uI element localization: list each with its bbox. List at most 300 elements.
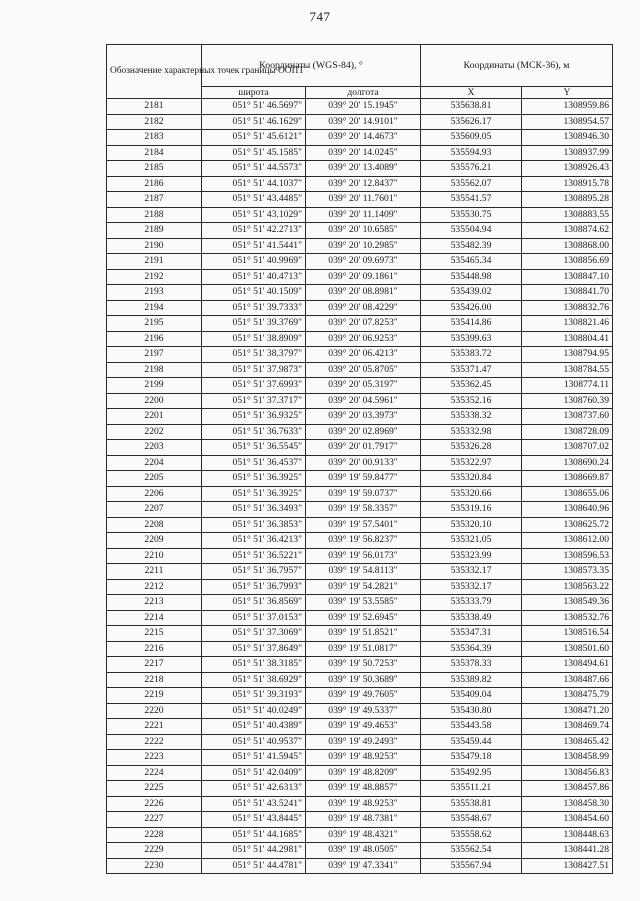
point-id: 2189 <box>107 223 202 239</box>
x-cell: 535389.82 <box>421 672 522 688</box>
latitude-cell: 051° 51' 40.0249" <box>202 703 306 719</box>
latitude-cell: 051° 51' 37.6993" <box>202 378 306 394</box>
y-cell: 1308946.30 <box>522 130 613 146</box>
longitude-cell: 039° 19' 50.3689" <box>306 672 421 688</box>
y-cell: 1308458.99 <box>522 750 613 766</box>
latitude-cell: 051° 51' 44.5573" <box>202 161 306 177</box>
latitude-cell: 051° 51' 40.9969" <box>202 254 306 270</box>
table-row <box>107 362 613 378</box>
table-row <box>107 688 613 704</box>
table-row <box>107 564 613 580</box>
x-cell: 535338.32 <box>421 409 522 425</box>
x-cell: 535332.17 <box>421 579 522 595</box>
table-row <box>107 765 613 781</box>
x-cell: 535511.21 <box>421 781 522 797</box>
x-cell: 535378.33 <box>421 657 522 673</box>
table-row <box>107 858 613 874</box>
table-row <box>107 331 613 347</box>
latitude-cell: 051° 51' 37.3069" <box>202 626 306 642</box>
point-id: 2195 <box>107 316 202 332</box>
latitude-cell: 051° 51' 43.8445" <box>202 812 306 828</box>
longitude-cell: 039° 19' 56.0173" <box>306 548 421 564</box>
table-row <box>107 719 613 735</box>
table-row <box>107 595 613 611</box>
longitude-cell: 039° 20' 06.9253" <box>306 331 421 347</box>
y-cell: 1308690.24 <box>522 455 613 471</box>
longitude-cell: 039° 19' 48.7381" <box>306 812 421 828</box>
table-body <box>107 99 613 874</box>
longitude-cell: 039° 19' 53.5585" <box>306 595 421 611</box>
latitude-cell: 051° 51' 41.5441" <box>202 238 306 254</box>
table-row <box>107 316 613 332</box>
header-msk36: Координаты (МСК-36), м <box>421 45 613 87</box>
x-cell: 535319.16 <box>421 502 522 518</box>
x-cell: 535504.94 <box>421 223 522 239</box>
y-cell: 1308832.76 <box>522 300 613 316</box>
point-id: 2214 <box>107 610 202 626</box>
y-cell: 1308804.41 <box>522 331 613 347</box>
table-row <box>107 347 613 363</box>
point-id: 2230 <box>107 858 202 874</box>
longitude-cell: 039° 19' 48.8209" <box>306 765 421 781</box>
longitude-cell: 039° 19' 52.6945" <box>306 610 421 626</box>
latitude-cell: 051° 51' 40.4713" <box>202 269 306 285</box>
table-row <box>107 409 613 425</box>
latitude-cell: 051° 51' 42.2713" <box>202 223 306 239</box>
x-cell: 535459.44 <box>421 734 522 750</box>
latitude-cell: 051° 51' 39.7333" <box>202 300 306 316</box>
x-cell: 535320.10 <box>421 517 522 533</box>
y-cell: 1308612.00 <box>522 533 613 549</box>
y-cell: 1308794.95 <box>522 347 613 363</box>
latitude-cell: 051° 51' 36.9325" <box>202 409 306 425</box>
table-row <box>107 471 613 487</box>
point-id: 2186 <box>107 176 202 192</box>
x-cell: 535362.45 <box>421 378 522 394</box>
y-cell: 1308737.60 <box>522 409 613 425</box>
y-cell: 1308448.63 <box>522 827 613 843</box>
y-cell: 1308874.62 <box>522 223 613 239</box>
latitude-cell: 051° 51' 38.6929" <box>202 672 306 688</box>
table-row <box>107 145 613 161</box>
x-cell: 535439.02 <box>421 285 522 301</box>
latitude-cell: 051° 51' 43.4485" <box>202 192 306 208</box>
longitude-cell: 039° 19' 54.8113" <box>306 564 421 580</box>
point-id: 2187 <box>107 192 202 208</box>
y-cell: 1308774.11 <box>522 378 613 394</box>
x-cell: 535638.81 <box>421 99 522 115</box>
header-latitude: широта <box>202 87 306 99</box>
y-cell: 1308784.55 <box>522 362 613 378</box>
longitude-cell: 039° 19' 51.8521" <box>306 626 421 642</box>
point-id: 2201 <box>107 409 202 425</box>
x-cell: 535320.84 <box>421 471 522 487</box>
x-cell: 535333.79 <box>421 595 522 611</box>
latitude-cell: 051° 51' 37.3717" <box>202 393 306 409</box>
longitude-cell: 039° 19' 57.5401" <box>306 517 421 533</box>
x-cell: 535558.62 <box>421 827 522 843</box>
point-id: 2208 <box>107 517 202 533</box>
latitude-cell: 051° 51' 39.3769" <box>202 316 306 332</box>
point-id: 2222 <box>107 734 202 750</box>
header-x: X <box>421 87 522 99</box>
longitude-cell: 039° 19' 49.4653" <box>306 719 421 735</box>
longitude-cell: 039° 19' 54.2821" <box>306 579 421 595</box>
x-cell: 535562.54 <box>421 843 522 859</box>
table-row <box>107 734 613 750</box>
x-cell: 535626.17 <box>421 114 522 130</box>
latitude-cell: 051° 51' 45.1585" <box>202 145 306 161</box>
longitude-cell: 039° 19' 51.0817" <box>306 641 421 657</box>
x-cell: 535399.63 <box>421 331 522 347</box>
x-cell: 535409.04 <box>421 688 522 704</box>
point-id: 2185 <box>107 161 202 177</box>
table-row <box>107 657 613 673</box>
x-cell: 535383.72 <box>421 347 522 363</box>
longitude-cell: 039° 20' 10.6585" <box>306 223 421 239</box>
y-cell: 1308821.46 <box>522 316 613 332</box>
table-row <box>107 285 613 301</box>
latitude-cell: 051° 51' 36.3493" <box>202 502 306 518</box>
table-row <box>107 548 613 564</box>
table-row <box>107 393 613 409</box>
point-id: 2218 <box>107 672 202 688</box>
latitude-cell: 051° 51' 44.2981" <box>202 843 306 859</box>
longitude-cell: 039° 19' 48.9253" <box>306 750 421 766</box>
latitude-cell: 051° 51' 42.0409" <box>202 765 306 781</box>
table-row <box>107 378 613 394</box>
point-id: 2206 <box>107 486 202 502</box>
longitude-cell: 039° 19' 48.9253" <box>306 796 421 812</box>
y-cell: 1308760.39 <box>522 393 613 409</box>
table-row <box>107 533 613 549</box>
longitude-cell: 039° 20' 09.6973" <box>306 254 421 270</box>
latitude-cell: 051° 51' 43.1029" <box>202 207 306 223</box>
latitude-cell: 051° 51' 37.9873" <box>202 362 306 378</box>
y-cell: 1308487.66 <box>522 672 613 688</box>
longitude-cell: 039° 20' 10.2985" <box>306 238 421 254</box>
y-cell: 1308457.86 <box>522 781 613 797</box>
table-row <box>107 641 613 657</box>
longitude-cell: 039° 20' 11.1409" <box>306 207 421 223</box>
table-row <box>107 238 613 254</box>
latitude-cell: 051° 51' 46.1629" <box>202 114 306 130</box>
point-id: 2228 <box>107 827 202 843</box>
point-id: 2184 <box>107 145 202 161</box>
latitude-cell: 051° 51' 38.8909" <box>202 331 306 347</box>
longitude-cell: 039° 19' 59.8477" <box>306 471 421 487</box>
longitude-cell: 039° 19' 47.3341" <box>306 858 421 874</box>
latitude-cell: 051° 51' 38.3797" <box>202 347 306 363</box>
longitude-cell: 039° 20' 07.8253" <box>306 316 421 332</box>
x-cell: 535338.49 <box>421 610 522 626</box>
point-id: 2204 <box>107 455 202 471</box>
table-row <box>107 486 613 502</box>
x-cell: 535609.05 <box>421 130 522 146</box>
y-cell: 1308640.96 <box>522 502 613 518</box>
longitude-cell: 039° 20' 14.0245" <box>306 145 421 161</box>
point-id: 2207 <box>107 502 202 518</box>
latitude-cell: 051° 51' 40.4389" <box>202 719 306 735</box>
longitude-cell: 039° 19' 50.7253" <box>306 657 421 673</box>
x-cell: 535562.07 <box>421 176 522 192</box>
longitude-cell: 039° 19' 59.0737" <box>306 486 421 502</box>
point-id: 2200 <box>107 393 202 409</box>
longitude-cell: 039° 19' 58.3357" <box>306 502 421 518</box>
point-id: 2194 <box>107 300 202 316</box>
y-cell: 1308516.54 <box>522 626 613 642</box>
point-id: 2227 <box>107 812 202 828</box>
longitude-cell: 039° 20' 15.1945" <box>306 99 421 115</box>
x-cell: 535352.16 <box>421 393 522 409</box>
point-id: 2191 <box>107 254 202 270</box>
header-y: Y <box>522 87 613 99</box>
table-row <box>107 843 613 859</box>
table-row <box>107 781 613 797</box>
table-row <box>107 114 613 130</box>
latitude-cell: 051° 51' 40.9537" <box>202 734 306 750</box>
longitude-cell: 039° 20' 08.8981" <box>306 285 421 301</box>
table-row <box>107 502 613 518</box>
x-cell: 535594.93 <box>421 145 522 161</box>
longitude-cell: 039° 20' 13.4089" <box>306 161 421 177</box>
longitude-cell: 039° 20' 02.8969" <box>306 424 421 440</box>
y-cell: 1308868.00 <box>522 238 613 254</box>
latitude-cell: 051° 51' 36.3853" <box>202 517 306 533</box>
longitude-cell: 039° 19' 49.5337" <box>306 703 421 719</box>
table-row <box>107 424 613 440</box>
x-cell: 535326.28 <box>421 440 522 456</box>
point-id: 2217 <box>107 657 202 673</box>
point-id: 2198 <box>107 362 202 378</box>
y-cell: 1308959.86 <box>522 99 613 115</box>
longitude-cell: 039° 20' 05.8705" <box>306 362 421 378</box>
longitude-cell: 039° 20' 00.9133" <box>306 455 421 471</box>
latitude-cell: 051° 51' 44.1037" <box>202 176 306 192</box>
longitude-cell: 039° 20' 03.3973" <box>306 409 421 425</box>
longitude-cell: 039° 19' 49.7605" <box>306 688 421 704</box>
point-id: 2183 <box>107 130 202 146</box>
longitude-cell: 039° 20' 04.5961" <box>306 393 421 409</box>
x-cell: 535448.98 <box>421 269 522 285</box>
point-id: 2219 <box>107 688 202 704</box>
table-row <box>107 703 613 719</box>
y-cell: 1308563.22 <box>522 579 613 595</box>
latitude-cell: 051° 51' 36.5221" <box>202 548 306 564</box>
x-cell: 535567.94 <box>421 858 522 874</box>
point-id: 2209 <box>107 533 202 549</box>
table-row <box>107 440 613 456</box>
longitude-cell: 039° 20' 06.4213" <box>306 347 421 363</box>
table-row <box>107 223 613 239</box>
x-cell: 535320.66 <box>421 486 522 502</box>
x-cell: 535492.95 <box>421 765 522 781</box>
y-cell: 1308915.78 <box>522 176 613 192</box>
x-cell: 535321.05 <box>421 533 522 549</box>
latitude-cell: 051° 51' 45.6121" <box>202 130 306 146</box>
latitude-cell: 051° 51' 36.3925" <box>202 471 306 487</box>
latitude-cell: 051° 51' 36.4213" <box>202 533 306 549</box>
longitude-cell: 039° 20' 14.4673" <box>306 130 421 146</box>
latitude-cell: 051° 51' 44.1685" <box>202 827 306 843</box>
y-cell: 1308596.53 <box>522 548 613 564</box>
x-cell: 535576.21 <box>421 161 522 177</box>
x-cell: 535426.00 <box>421 300 522 316</box>
x-cell: 535482.39 <box>421 238 522 254</box>
latitude-cell: 051° 51' 42.6313" <box>202 781 306 797</box>
latitude-cell: 051° 51' 36.7993" <box>202 579 306 595</box>
y-cell: 1308501.60 <box>522 641 613 657</box>
y-cell: 1308441.28 <box>522 843 613 859</box>
table-row <box>107 812 613 828</box>
header-longitude: долгота <box>306 87 421 99</box>
longitude-cell: 039° 20' 14.9101" <box>306 114 421 130</box>
y-cell: 1308427.51 <box>522 858 613 874</box>
y-cell: 1308669.87 <box>522 471 613 487</box>
table-row <box>107 750 613 766</box>
x-cell: 535371.47 <box>421 362 522 378</box>
x-cell: 535443.58 <box>421 719 522 735</box>
point-id: 2225 <box>107 781 202 797</box>
point-id: 2224 <box>107 765 202 781</box>
table-row <box>107 269 613 285</box>
longitude-cell: 039° 20' 05.3197" <box>306 378 421 394</box>
latitude-cell: 051° 51' 37.0153" <box>202 610 306 626</box>
latitude-cell: 051° 51' 36.7957" <box>202 564 306 580</box>
latitude-cell: 051° 51' 36.3925" <box>202 486 306 502</box>
table-row <box>107 796 613 812</box>
longitude-cell: 039° 19' 48.8857" <box>306 781 421 797</box>
point-id: 2212 <box>107 579 202 595</box>
longitude-cell: 039° 20' 01.7917" <box>306 440 421 456</box>
longitude-cell: 039° 20' 12.8437" <box>306 176 421 192</box>
latitude-cell: 051° 51' 36.8569" <box>202 595 306 611</box>
y-cell: 1308841.70 <box>522 285 613 301</box>
point-id: 2181 <box>107 99 202 115</box>
y-cell: 1308655.06 <box>522 486 613 502</box>
latitude-cell: 051° 51' 40.1509" <box>202 285 306 301</box>
x-cell: 535541.57 <box>421 192 522 208</box>
latitude-cell: 051° 51' 36.7633" <box>202 424 306 440</box>
y-cell: 1308856.69 <box>522 254 613 270</box>
y-cell: 1308471.20 <box>522 703 613 719</box>
table-row <box>107 176 613 192</box>
y-cell: 1308454.60 <box>522 812 613 828</box>
latitude-cell: 051° 51' 41.5945" <box>202 750 306 766</box>
x-cell: 535465.34 <box>421 254 522 270</box>
point-id: 2193 <box>107 285 202 301</box>
point-id: 2221 <box>107 719 202 735</box>
y-cell: 1308707.02 <box>522 440 613 456</box>
point-id: 2210 <box>107 548 202 564</box>
y-cell: 1308465.42 <box>522 734 613 750</box>
y-cell: 1308728.09 <box>522 424 613 440</box>
point-id: 2223 <box>107 750 202 766</box>
y-cell: 1308847.10 <box>522 269 613 285</box>
x-cell: 535538.81 <box>421 796 522 812</box>
table-row <box>107 626 613 642</box>
latitude-cell: 051° 51' 44.4781" <box>202 858 306 874</box>
y-cell: 1308954.57 <box>522 114 613 130</box>
point-id: 2188 <box>107 207 202 223</box>
x-cell: 535414.86 <box>421 316 522 332</box>
table-row <box>107 130 613 146</box>
longitude-cell: 039° 20' 09.1861" <box>306 269 421 285</box>
point-id: 2203 <box>107 440 202 456</box>
latitude-cell: 051° 51' 37.8649" <box>202 641 306 657</box>
point-id: 2182 <box>107 114 202 130</box>
point-id: 2215 <box>107 626 202 642</box>
x-cell: 535430.80 <box>421 703 522 719</box>
table-row <box>107 827 613 843</box>
point-id: 2190 <box>107 238 202 254</box>
y-cell: 1308883.55 <box>522 207 613 223</box>
y-cell: 1308625.72 <box>522 517 613 533</box>
x-cell: 535323.99 <box>421 548 522 564</box>
y-cell: 1308469.74 <box>522 719 613 735</box>
table-row <box>107 192 613 208</box>
latitude-cell: 051° 51' 39.3193" <box>202 688 306 704</box>
y-cell: 1308475.79 <box>522 688 613 704</box>
point-id: 2197 <box>107 347 202 363</box>
table-row <box>107 300 613 316</box>
y-cell: 1308937.99 <box>522 145 613 161</box>
longitude-cell: 039° 19' 48.0505" <box>306 843 421 859</box>
x-cell: 535530.75 <box>421 207 522 223</box>
table-row <box>107 579 613 595</box>
longitude-cell: 039° 19' 48.4321" <box>306 827 421 843</box>
point-id: 2216 <box>107 641 202 657</box>
point-id: 2192 <box>107 269 202 285</box>
point-id: 2220 <box>107 703 202 719</box>
longitude-cell: 039° 20' 11.7601" <box>306 192 421 208</box>
point-id: 2211 <box>107 564 202 580</box>
x-cell: 535548.67 <box>421 812 522 828</box>
table-row <box>107 517 613 533</box>
y-cell: 1308926.43 <box>522 161 613 177</box>
table-row <box>107 455 613 471</box>
point-id: 2229 <box>107 843 202 859</box>
x-cell: 535364.39 <box>421 641 522 657</box>
table-row <box>107 610 613 626</box>
point-id: 2205 <box>107 471 202 487</box>
longitude-cell: 039° 20' 08.4229" <box>306 300 421 316</box>
table-row <box>107 672 613 688</box>
table-row <box>107 207 613 223</box>
point-id: 2202 <box>107 424 202 440</box>
point-id: 2213 <box>107 595 202 611</box>
latitude-cell: 051° 51' 38.3185" <box>202 657 306 673</box>
x-cell: 535332.98 <box>421 424 522 440</box>
longitude-cell: 039° 19' 56.8237" <box>306 533 421 549</box>
table-row <box>107 99 613 115</box>
table-row <box>107 161 613 177</box>
header-point-name: Обозначение характерных точек границы ООПТ <box>107 45 202 99</box>
x-cell: 535347.31 <box>421 626 522 642</box>
table-row <box>107 254 613 270</box>
latitude-cell: 051° 51' 46.5697" <box>202 99 306 115</box>
y-cell: 1308494.61 <box>522 657 613 673</box>
latitude-cell: 051° 51' 36.4537" <box>202 455 306 471</box>
point-id: 2199 <box>107 378 202 394</box>
point-id: 2196 <box>107 331 202 347</box>
page-number: 747 <box>309 9 331 24</box>
latitude-cell: 051° 51' 36.5545" <box>202 440 306 456</box>
longitude-cell: 039° 19' 49.2493" <box>306 734 421 750</box>
y-cell: 1308458.30 <box>522 796 613 812</box>
latitude-cell: 051° 51' 43.5241" <box>202 796 306 812</box>
y-cell: 1308573.35 <box>522 564 613 580</box>
